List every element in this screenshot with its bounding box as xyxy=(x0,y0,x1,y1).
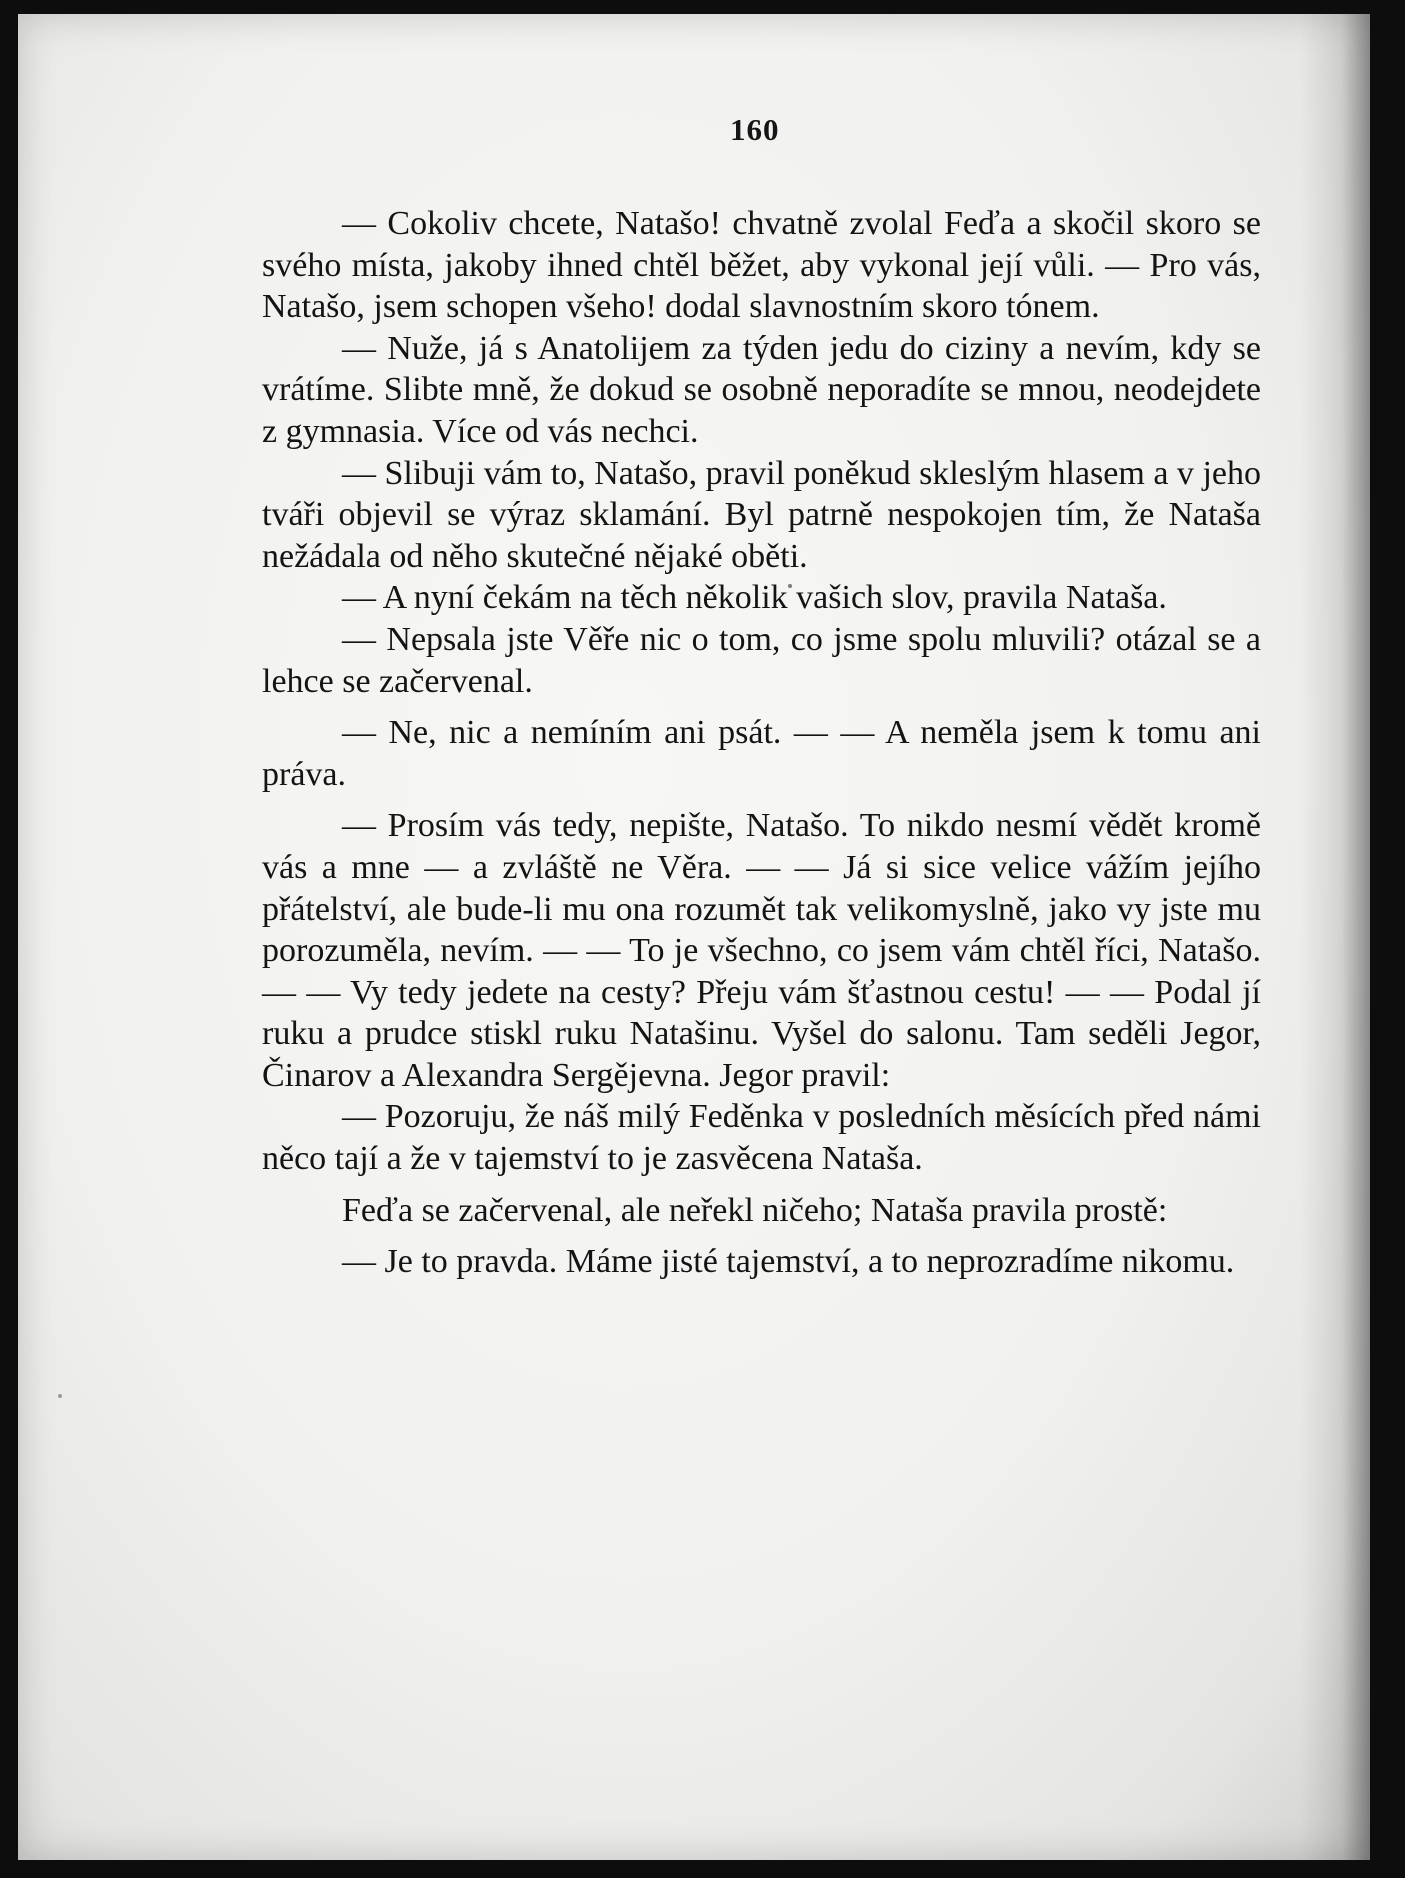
paragraph: — Cokoliv chcete, Natašo! chvatně zvolal Feďa a skočil skoro se svého místa, jakoby ihned chtěl běžet, aby vykonal její vůli. — Pro vás, Natašo, jsem schopen všeho! dodal slavnostním skoro tónem. xyxy=(262,205,1261,326)
paragraph: — Nepsala jste Věře nic o tom, co jsme spolu mluvili? otázal se a lehce se začervenal. xyxy=(262,620,1261,700)
print-speck xyxy=(58,1394,62,1398)
page-number: 160 xyxy=(730,112,780,147)
body-text xyxy=(262,203,1261,1283)
paragraph: — Nuže, já s Anatolijem za týden jedu do ciziny a nevím, kdy se vrátíme. Slibte mně, že dokud se osobně neporadíte se mnou, neodejdete z gymnasia. Více od vás nechci. xyxy=(262,329,1261,450)
paragraph: — Prosím vás tedy, nepište, Natašo. To nikdo nesmí vědět kromě vás a mne — a zvláště ne Věra. — — Já si sice velice vážím jejího přátelství, ale bude-li mu ona rozumět tak velikomyslně, jako vy jste mu porozuměla, nevím. — — To je všechno, co jsem vám chtěl říci, Natašo. — — Vy tedy jedete na cesty? Přeju vám šťastnou cestu! — — Podal jí ruku a prudce stiskl ruku Natašinu. Vyšel do salonu. Tam seděli Jegor, Činarov a Alexandra Sergějevna. Jegor pravil: xyxy=(262,807,1261,1094)
paragraph: — Slibuji vám to, Natašo, pravil poněkud skleslým hlasem a v jeho tváři objevil se výraz sklamání. Byl patrně nespokojen tím, že Nataša nežádala od něho skutečné nějaké oběti. xyxy=(262,454,1261,575)
paragraph: — A nyní čekám na těch několik vašich slov, pravila Nataša. xyxy=(342,579,1167,617)
paragraph: — Je to pravda. Máme jisté tajemství, a to neprozradíme nikomu. xyxy=(342,1243,1235,1281)
page-gutter-shadow xyxy=(1300,14,1370,1860)
paragraph: — Ne, nic a nemíním ani psát. — — A neměla jsem k tomu ani práva. xyxy=(262,714,1261,793)
paragraph: — Pozoruju, že náš milý Feděnka v posledních měsících před námi něco tají a že v tajemství to je zasvěcena Nataša. xyxy=(262,1098,1261,1178)
paragraph: Feďa se začervenal, ale neřekl ničeho; Nataša pravila prostě: xyxy=(342,1191,1168,1229)
